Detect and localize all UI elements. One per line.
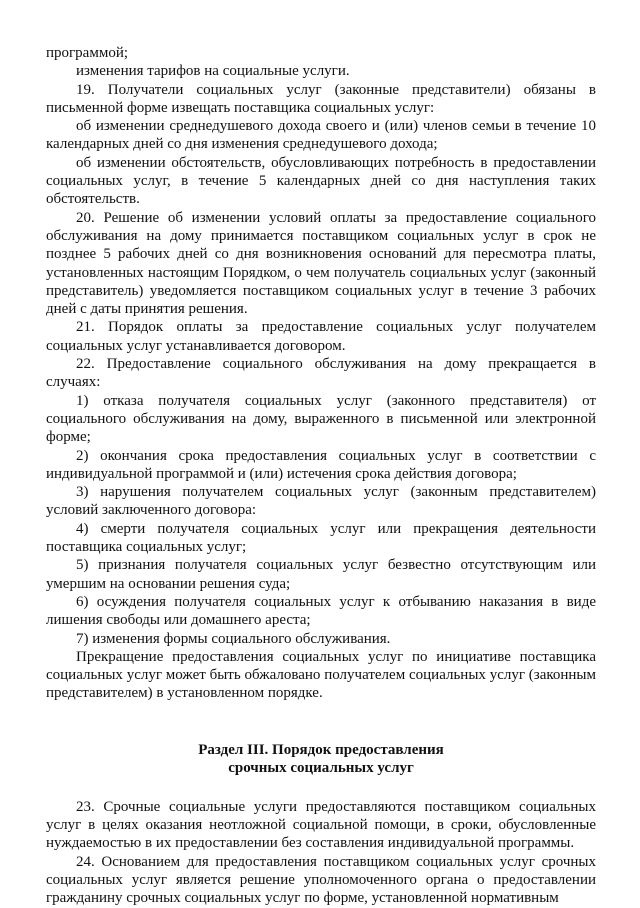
section-spacer [46,703,596,741]
heading-spacer [46,778,596,798]
list-item-7: 7) изменения формы социального обслуживания. [76,630,391,647]
paragraph-item-23: 23. Срочные социальные услуги предоставляются поставщиком социальных услуг в целях оказания неотложной социальной помощи, в сроки, обусловленные нуждаемостью в их предоставлении без составления индивидуальной программы. [46,798,596,852]
list-item-3: 3) нарушения получателем социальных услуг (законным представителем) условий заключенного договора: [46,484,596,519]
paragraph-item-22: 22. Предоставление социального обслуживания на дому прекращается в случаях: [46,356,596,391]
document-body [46,44,596,908]
list-item-2: 2) окончания срока предоставления социальных услуг в соответствии с индивидуальной программой и (или) истечения срока действия договора; [46,447,596,482]
paragraph-item-24: 24. Основанием для предоставления поставщиком социальных услуг срочных социальных услуг является решение уполномоченного органа о предоставлении гражданину срочных социальных услуг по форме, установленной нормативным [46,853,596,907]
section-heading-line1: Раздел III. Порядок предоставления [198,741,444,758]
list-item-6: 6) осуждения получателя социальных услуг к отбыванию наказания в виде лишения свободы или домашнего ареста; [46,593,596,629]
section-heading-line2: срочных социальных услуг [228,760,414,777]
paragraph-item-21: 21. Порядок оплаты за предоставление социальных услуг получателем социальных услуг устанавливается договором. [46,319,596,354]
paragraph-income-change: об изменении среднедушевого дохода своего и (или) членов семьи в течение 10 календарных дней со дня изменения среднедушевого дохода; [46,118,596,153]
list-item-5: 5) признания получателя социальных услуг безвестно отсутствующим или умершим на основании решения суда; [46,557,596,592]
paragraph-termination-appeal: Прекращение предоставления социальных услуг по инициативе поставщика социальных услуг может быть обжаловано получателем социальных услуг (законным представителем) в установленном порядке. [46,648,596,702]
paragraph-circumstances-change: об изменении обстоятельств, обусловливающих потребность в предоставлении социальных услуг, в течение 5 календарных дней со дня наступления таких обстоятельств. [46,154,596,208]
paragraph-item-19: 19. Получатели социальных услуг (законные представители) обязаны в письменной форме извещать поставщика социальных услуг: [46,81,596,116]
paragraph-tariff-change: изменения тарифов на социальные услуги. [76,63,350,80]
paragraph-continuation: программой; [46,45,129,61]
list-item-4: 4) смерти получателя социальных услуг или прекращения деятельности поставщика социальных услуг; [46,520,596,556]
paragraph-item-20: 20. Решение об изменении условий оплаты за предоставление социального обслуживания на дому принимается поставщиком социальных услуг в срок не позднее 5 рабочих дней со дня возникновения оснований для пересмотра платы, установленных настоящим Порядком, о чем получатель социальных услуг (законный представитель) уведомляется поставщиком социальных услуг в течение 3 рабочих дней с даты принятия решения. [46,209,596,318]
list-item-1: 1) отказа получателя социальных услуг (законного представителя) от социального обслуживания на дому, выраженного в письменной или электронной форме; [46,392,596,446]
